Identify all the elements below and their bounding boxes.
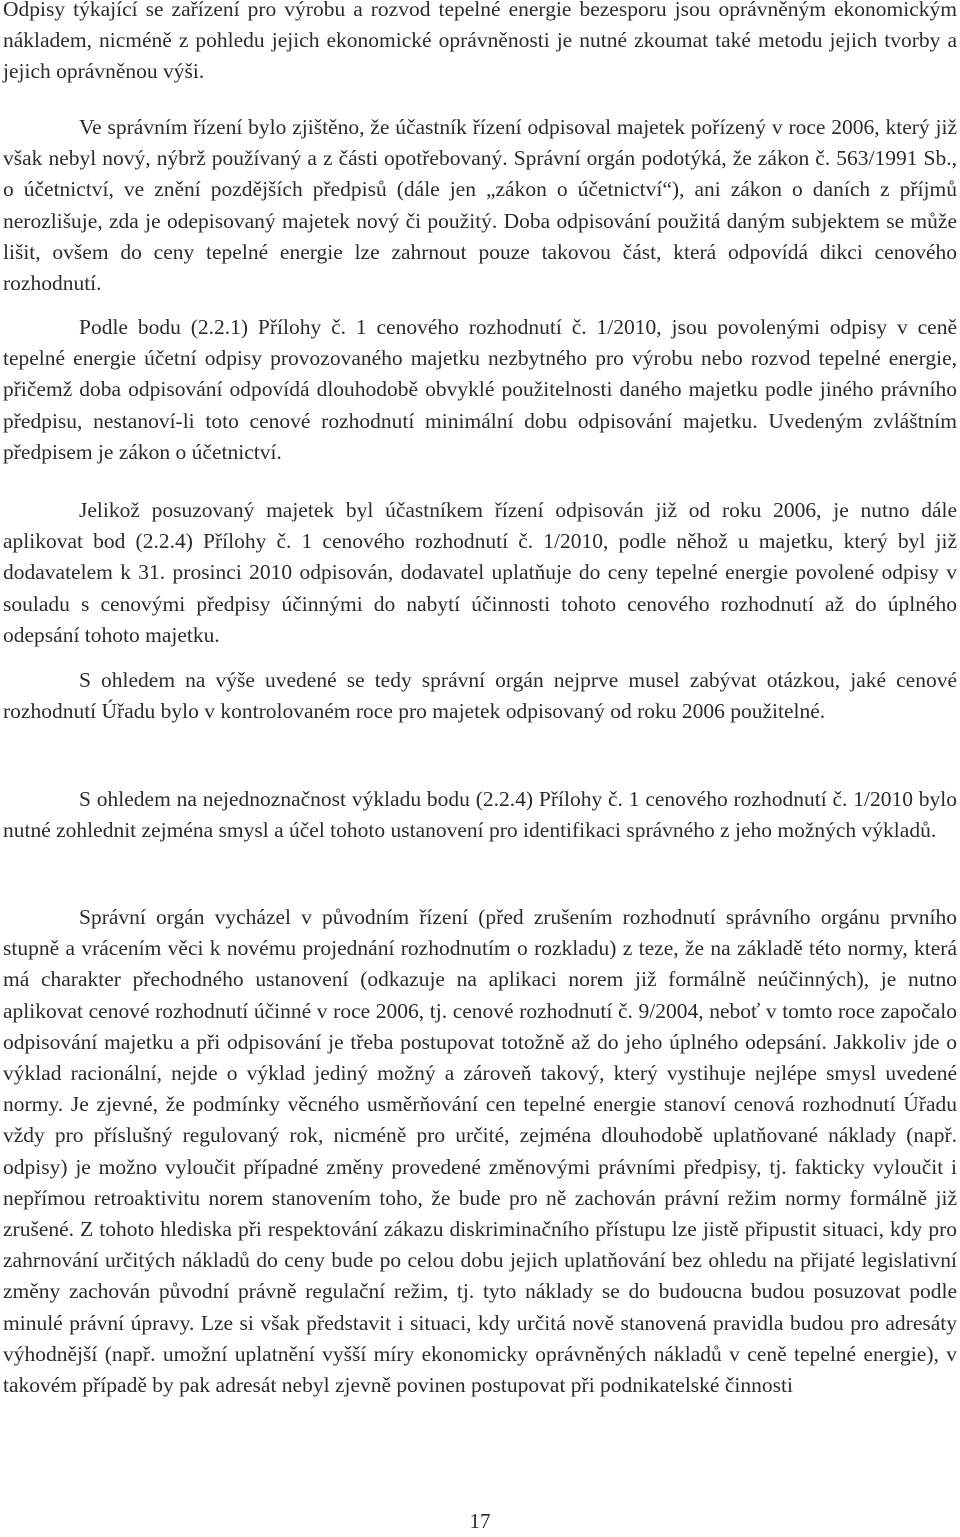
paragraph-proceedings-finding: Ve správním řízení bylo zjištěno, že účastník řízení odpisoval majetek pořízený v roce 2006, který již však nebyl nový, nýbrž používaný a z části opotřebovaný. Správní orgán podotýká, že zákon č. 563/1991 Sb., o účetnictví, ve znění pozdějších předpisů (dále jen „zákon o účetnictví“), ani zákon o daních z příjmů nerozlišuje, zda je odepisovaný majetek nový či použitý. Doba odpisování použitá daným subjektem se může lišit, ovšem do ceny tepelné energie lze zahrnout pouze takovou část, která odpovídá dikci cenového rozhodnutí.: [3, 115, 957, 296]
paragraph-interpretation: S ohledem na nejednoznačnost výkladu bodu (2.2.4) Přílohy č. 1 cenového rozhodnutí č. 1/2010 bylo nutné zohlednit zejména smysl a účel tohoto ustanovení pro identifikaci správného z jeho možných výkladů.: [3, 787, 957, 843]
paragraph-applicable-decision: S ohledem na výše uvedené se tedy správní orgán nejprve musel zabývat otázkou, jaké cenové rozhodnutí Úřadu bylo v kontrolovaném roce pro majetek odpisovaný od roku 2006 použitelné.: [3, 668, 957, 724]
paragraph-authority-reasoning: Správní orgán vycházel v původním řízení (před zrušením rozhodnutí správního orgánu prvního stupně a vrácením věci k novému projednání rozhodnutím o rozkladu) z teze, že na základě této normy, která má charakter přechodného ustanovení (odkazuje na aplikaci norem již formálně neúčinných), je nutno aplikovat cenové rozhodnutí účinné v roce 2006, tj. cenové rozhodnutí č. 9/2004, neboť v tomto roce započalo odpisování majetku a při odpisování je třeba postupovat totožně až do jeho úplného odepsání. Jakkoliv jde o výklad racionální, nejde o výklad jediný možný a zároveň takový, který vystihuje nejlépe smysl uvedené normy. Je zjevné, že podmínky věcného usměrňování cen tepelné energie stanoví cenová rozhodnutí Úřadu vždy pro příslušný regulovaný rok, nicméně pro určité, zejména dlouhodobě uplatňované náklady (např. odpisy) je možno vyloučit případné změny provedené změnovými právními předpisy, tj. fakticky vyloučit i nepřímou retroaktivitu norem stanovením toho, že bude pro ně zachován právní režim normy formálně již zrušené. Z tohoto hlediska při respektování zákazu diskriminačního přístupu lze jistě připustit situaci, kdy pro zahrnování určitých nákladů do ceny bude po celou dobu jejich uplatňování bez ohledu na přijaté legislativní změny zachován původní právně regulační režim, tj. tyto náklady se do budoucna budou posuzovat podle minulé právní úpravy. Lze si však představit i situaci, kdy určitá nově stanovená pravidla budou pro adresáty výhodnější (např. umožní uplatnění vyšší míry ekonomicky oprávněných nákladů v ceně tepelné energie), v takovém případě by pak adresát nebyl zjevně povinen postupovat při podnikatelské činnosti: [3, 905, 957, 1398]
page-number: 17: [469, 1509, 491, 1533]
paragraph-depreciation-intro: Odpisy týkající se zařízení pro výrobu a rozvod tepelné energie bezesporu jsou oprávněným ekonomickým nákladem, nicméně z pohledu jejich ekonomické oprávněnosti je nutné zkoumat také metodu jejich tvorby a jejich oprávněnou výši.: [3, 0, 957, 84]
paragraph-point-2-2-1: Podle bodu (2.2.1) Přílohy č. 1 cenového rozhodnutí č. 1/2010, jsou povolenými odpisy v ceně tepelné energie účetní odpisy provozovaného majetku nezbytného pro výrobu nebo rozvod tepelné energie, přičemž doba odpisování odpovídá dlouhodobě obvyklé použitelnosti daného majetku podle jiného právního předpisu, nestanoví-li toto cenové rozhodnutí minimální dobu odpisování majetku. Uvedeným zvláštním předpisem je zákon o účetnictví.: [3, 315, 957, 464]
paragraph-point-2-2-4: Jelikož posuzovaný majetek byl účastníkem řízení odpisován již od roku 2006, je nutno dále aplikovat bod (2.2.4) Přílohy č. 1 cenového rozhodnutí č. 1/2010, podle něhož u majetku, který byl již dodavatelem k 31. prosinci 2010 odpisován, dodavatel uplatňuje do ceny tepelné energie povolené odpisy v souladu s cenovými předpisy účinnými do nabytí účinnosti tohoto cenového rozhodnutí až do úplného odepsání tohoto majetku.: [3, 498, 957, 647]
